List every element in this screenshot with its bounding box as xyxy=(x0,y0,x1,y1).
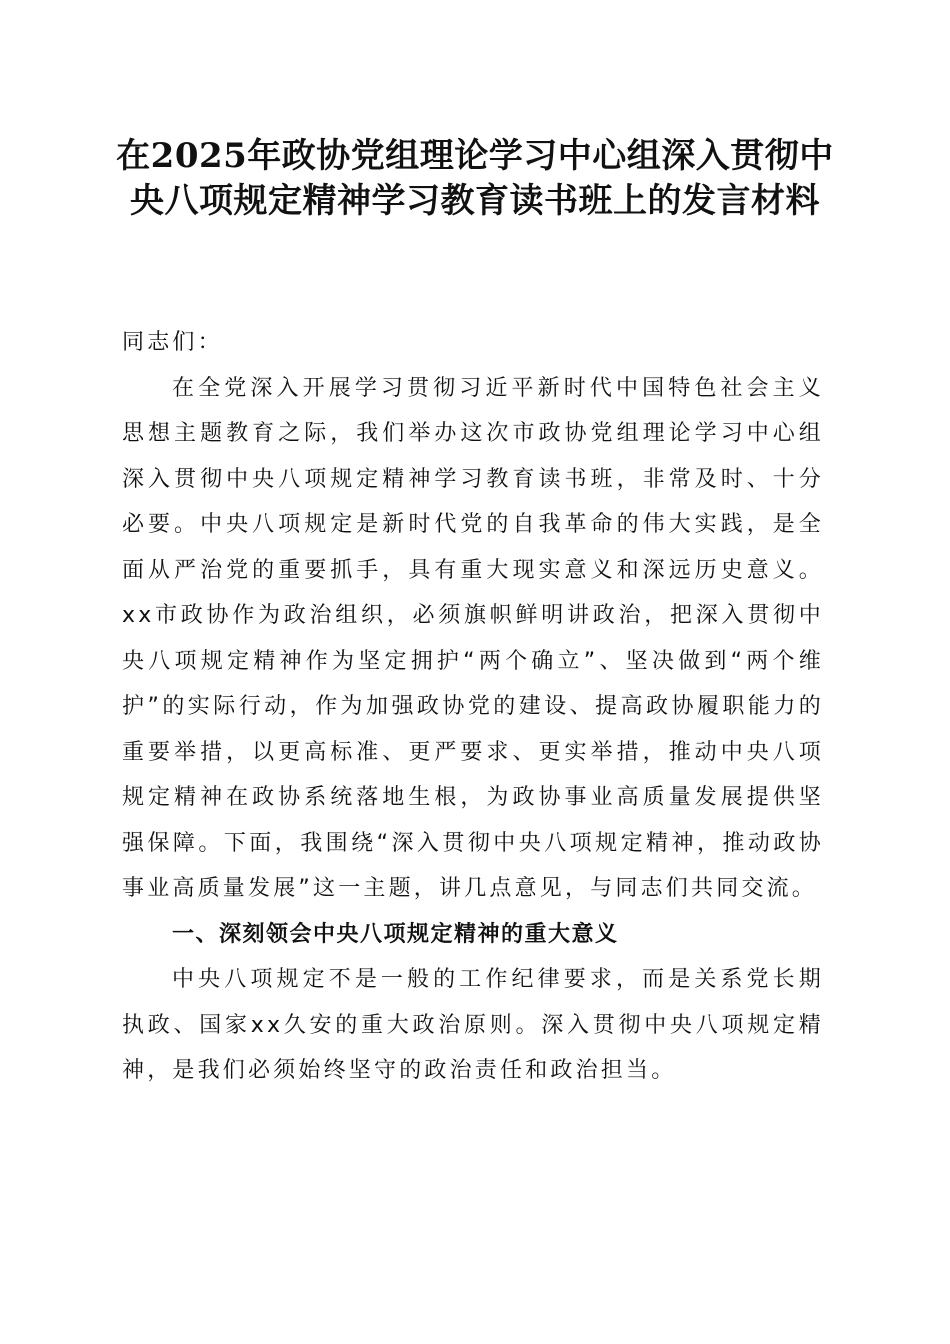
section-heading: 一、深刻领会中央八项规定精神的重大意义 xyxy=(172,921,619,947)
salutation: 同志们： xyxy=(122,330,223,355)
intro-paragraph: 在全党深入开展学习贯彻习近平新时代中国特色社会主义思想主题教育之际，我们举办这次市政协党组理论学习中心组深入贯彻中央八项规定精神学习教育读书班，非常及时、十分必要。中央八项规定是新时代党的自我革命的伟大实践，是全面从严治党的重要抓手，具有重大现实意义和深远历史意义。xx市政协作为政治组织，必须旗帜鲜明讲政治，把深入贯彻中央八项规定精神作为坚定拥护“两个确立”、坚决做到“两个维护”的实际行动，作为加强政协党的建设、提高政协履职能力的重要举措，以更高标准、更严要求、更实举措，推动中央八项规定精神在政协系统落地生根，为政协事业高质量发展提供坚强保障。下面，我围绕“深入贯彻中央八项规定精神，推动政协事业高质量发展”这一主题，讲几点意见，与同志们共同交流。 xyxy=(122,375,824,901)
section-paragraph: 中央八项规定不是一般的工作纪律要求，而是关系党长期执政、国家xx久安的重大政治原则。深入贯彻中央八项规定精神，是我们必须始终坚守的政治责任和政治担当。 xyxy=(122,967,824,1083)
document-body xyxy=(122,320,824,1094)
document-title: 在2025年政协党组理论学习中心组深入贯彻中央八项规定精神学习教育读书班上的发言材料 xyxy=(116,136,834,221)
